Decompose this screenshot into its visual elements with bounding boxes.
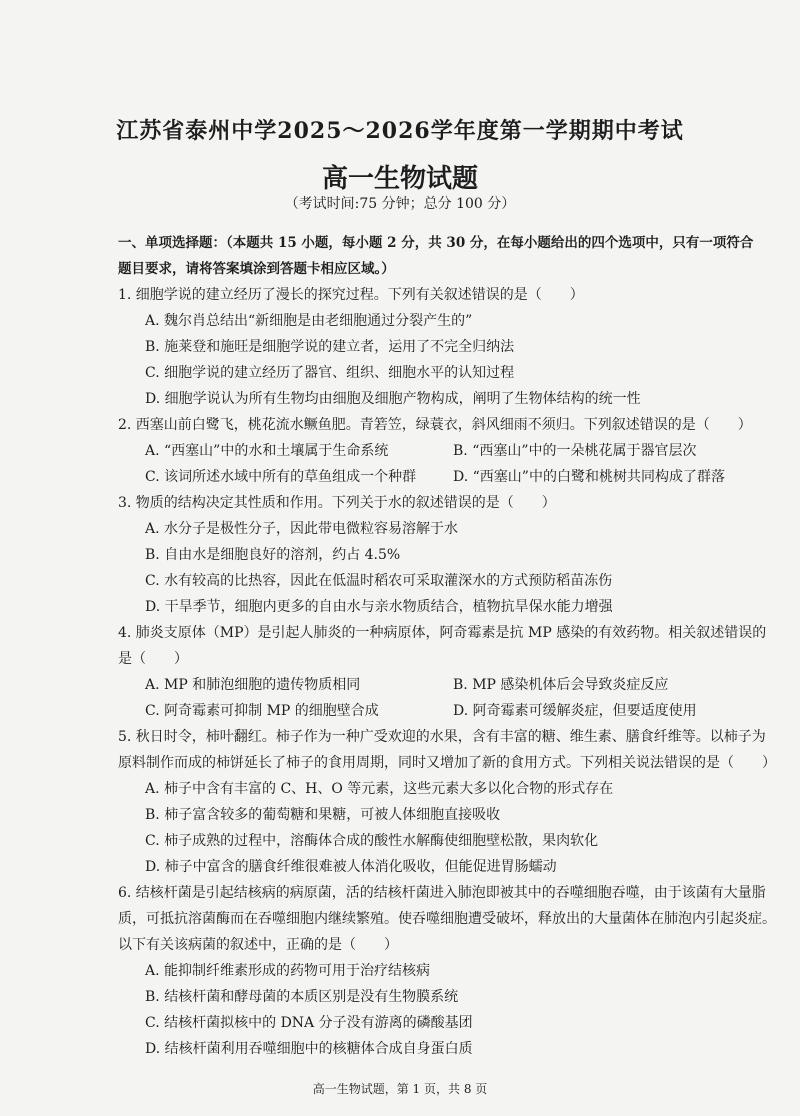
question-3-stem: 3. 物质的结构决定其性质和作用。下列关于水的叙述错误的是（ ）: [118, 495, 556, 511]
question-2-option-b: B. “西塞山”中的一朵桃花属于器官层次: [453, 443, 697, 459]
question-6-stem-line3: 以下有关该病菌的叙述中，正确的是（ ）: [118, 937, 398, 953]
question-2-stem: 2. 西塞山前白鹭飞，桃花流水鳜鱼肥。青箬笠，绿蓑衣，斜风细雨不须归。下列叙述错误的是（ ）: [118, 417, 752, 433]
question-6-stem-line1: 6. 结核杆菌是引起结核病的病原菌，活的结核杆菌进入肺泡即被其中的吞噬细胞吞噬，由于该菌有大量脂: [118, 885, 766, 901]
question-5-option-c: C. 柿子成熟的过程中，溶酶体合成的酸性水解酶使细胞壁松散，果肉软化: [145, 833, 599, 849]
question-5-stem-line1: 5. 秋日时令，柿叶翻红。柿子作为一种广受欢迎的水果，含有丰富的糖、维生素、膳食纤维等。以柿子为: [118, 729, 766, 745]
question-3-option-b: B. 自由水是细胞良好的溶剂，约占 4.5%: [145, 547, 401, 563]
page-footer: 高一生物试题，第 1 页，共 8 页: [312, 1082, 488, 1096]
question-4-option-d: D. 阿奇霉素可缓解炎症，但要适度使用: [453, 703, 697, 719]
question-6-option-c: C. 结核杆菌拟核中的 DNA 分子没有游离的磷酸基团: [145, 1015, 473, 1031]
question-4-option-a: A. MP 和肺泡细胞的遗传物质相同: [145, 677, 361, 693]
question-5-option-b: B. 柿子富含较多的葡萄糖和果糖，可被人体细胞直接吸收: [145, 807, 501, 823]
exam-school-title: 江苏省泰州中学2025～2026学年度第一学期期中考试: [116, 118, 684, 144]
question-1-option-a: A. 魏尔肖总结出“新细胞是由老细胞通过分裂产生的”: [145, 313, 473, 329]
question-2-option-c: C. 该词所述水域中所有的草鱼组成一个种群: [145, 469, 417, 485]
question-6-option-a: A. 能抑制纤维素形成的药物可用于治疗结核病: [145, 963, 431, 979]
question-3-option-d: D. 干旱季节，细胞内更多的自由水与亲水物质结合，植物抗旱保水能力增强: [145, 599, 613, 615]
question-6-option-d: D. 结核杆菌利用吞噬细胞中的核糖体合成自身蛋白质: [145, 1041, 473, 1057]
section-heading-line1: 一、单项选择题：（本题共 15 小题，每小题 2 分，共 30 分，在每小题给出的四个选项中，只有一项符合: [118, 235, 754, 251]
question-6-stem-line2: 质，可抵抗溶菌酶而在吞噬细胞内继续繁殖。使吞噬细胞遭受破坏，释放出的大量菌体在肺泡内引起炎症。: [118, 911, 776, 927]
question-6-option-b: B. 结核杆菌和酵母菌的本质区别是没有生物膜系统: [145, 989, 459, 1005]
question-1-option-d: D. 细胞学说认为所有生物均由细胞及细胞产物构成，阐明了生物体结构的统一性: [145, 391, 641, 407]
question-5-option-a: A. 柿子中含有丰富的 C、H、O 等元素，这些元素大多以化合物的形式存在: [145, 781, 614, 797]
question-2-option-d: D. “西塞山”中的白鹭和桃树共同构成了群落: [453, 469, 725, 485]
question-1-option-c: C. 细胞学说的建立经历了器官、组织、细胞水平的认知过程: [145, 365, 515, 381]
question-4-stem-line1: 4. 肺炎支原体（MP）是引起人肺炎的一种病原体，阿奇霉素是抗 MP 感染的有效药物。相关叙述错误的: [118, 625, 767, 641]
question-3-option-c: C. 水有较高的比热容，因此在低温时稻农可采取灌深水的方式预防稻苗冻伤: [145, 573, 613, 589]
exam-subject-title: 高一生物试题: [321, 164, 478, 194]
exam-info: （考试时间:75 分钟；总分 100 分）: [284, 196, 516, 212]
question-1-option-b: B. 施莱登和施旺是细胞学说的建立者，运用了不完全归纳法: [145, 339, 515, 355]
question-4-stem-line2: 是（ ）: [118, 651, 188, 667]
question-3-option-a: A. 水分子是极性分子，因此带电微粒容易溶解于水: [145, 521, 459, 537]
question-4-option-b: B. MP 感染机体后会导致炎症反应: [453, 677, 669, 693]
question-2-option-a: A. “西塞山”中的水和土壤属于生命系统: [145, 443, 389, 459]
question-1-stem: 1. 细胞学说的建立经历了漫长的探究过程。下列有关叙述错误的是（ ）: [118, 287, 584, 303]
question-4-option-c: C. 阿奇霉素可抑制 MP 的细胞壁合成: [145, 703, 379, 719]
question-5-option-d: D. 柿子中富含的膳食纤维很难被人体消化吸收，但能促进胃肠蠕动: [145, 859, 557, 875]
question-5-stem-line2: 原料制作而成的柿饼延长了柿子的食用周期，同时又增加了新的食用方式。下列相关说法错误的是（ ）: [118, 755, 776, 771]
section-heading-line2: 题目要求，请将答案填涂到答题卡相应区域。）: [118, 261, 395, 277]
